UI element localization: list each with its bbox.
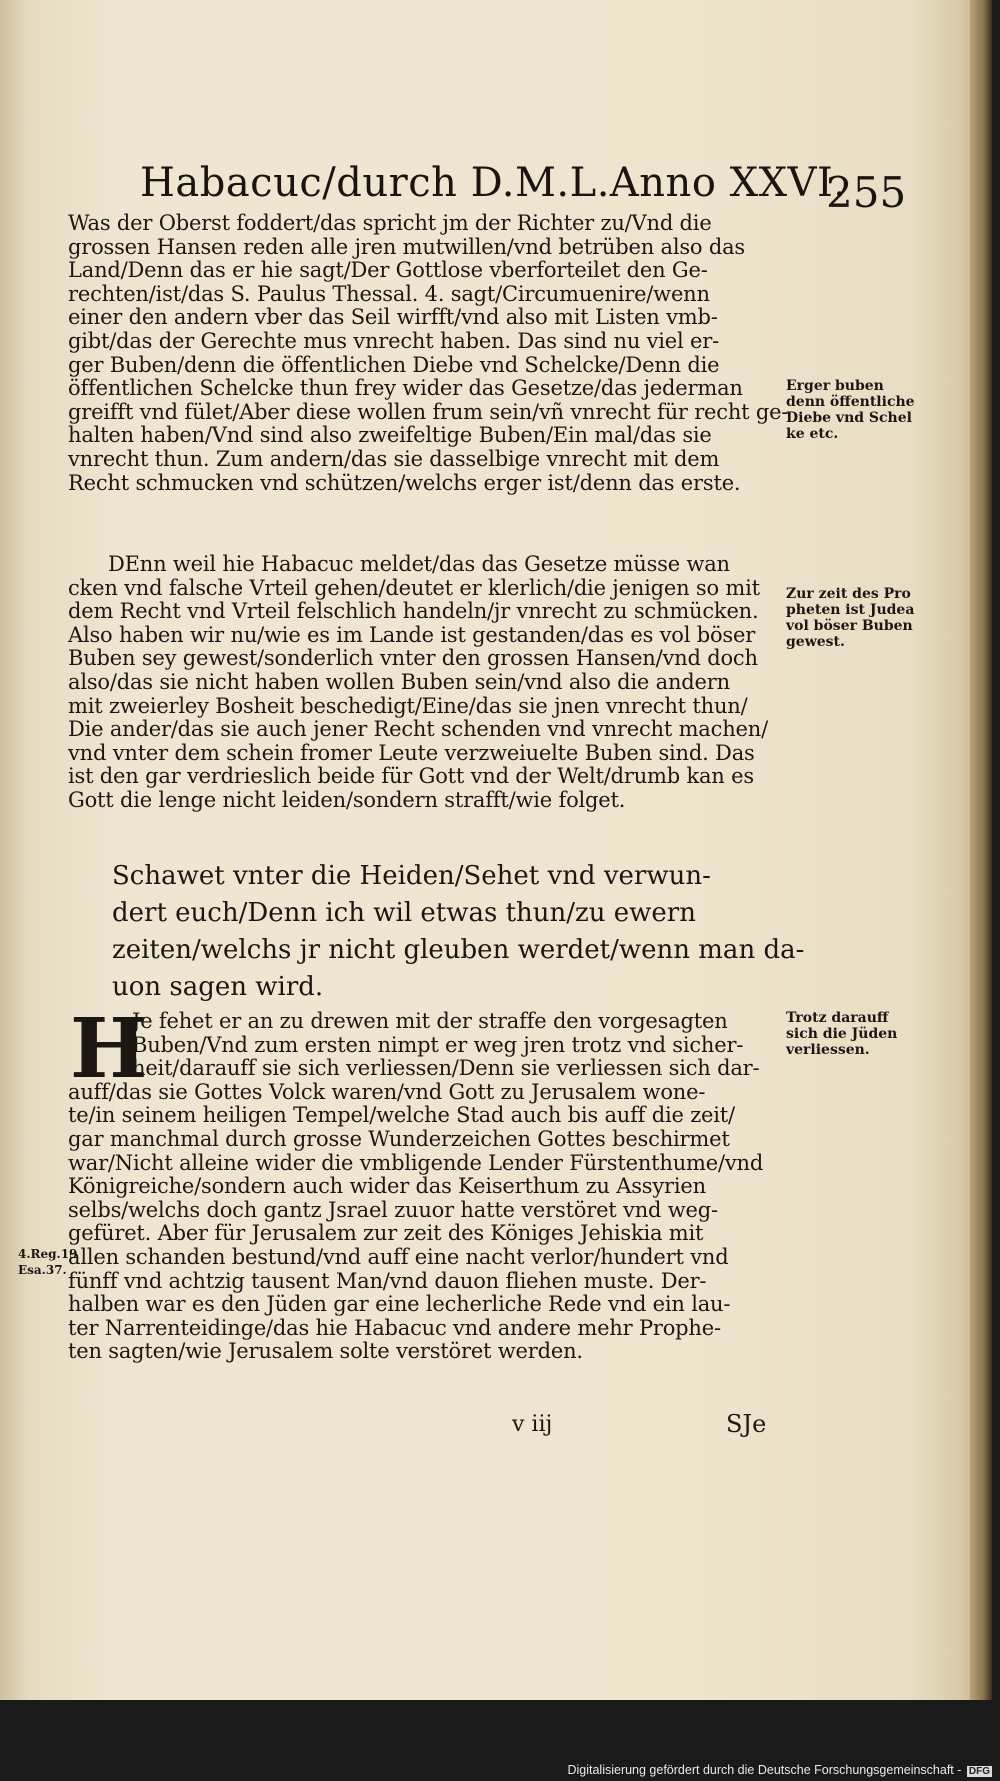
text-line: Recht schmucken vnd schützen/welchs erger ist/denn das erste. [68,470,741,495]
text-line: gewest. [786,634,845,650]
text-line: dem Recht vnd Vrteil felschlich handeln/jr vnrecht zu schmücken. [68,599,759,624]
text-line: Zur zeit des Pro [786,586,911,602]
text-line: halben war es den Jüden gar eine lecherliche Rede vnd ein lau- [68,1292,731,1317]
text-line: ten sagten/wie Jerusalem solte verstöret werden. [68,1339,583,1364]
text-line: Königreiche/sondern auch wider das Keiserthum zu Assyrien [68,1174,706,1199]
text-line: öffentlichen Schelcke thun frey wider das Gesetze/das jederman [68,376,743,401]
text-line: dert euch/Denn ich wil etwas thun/zu ewern [112,898,696,928]
footer-credit: Digitalisierung gefördert durch die Deutsche Forschungsgemeinschaft - [567,1763,962,1777]
text-line: halten haben/Vnd sind also zweifeltige Buben/Ein mal/das sie [68,423,712,448]
text-line: Also haben wir nu/wie es im Lande ist gestanden/das es vol böser [68,622,756,647]
paragraph-2 [68,553,786,813]
digitization-footer [567,1763,992,1777]
text-line: grossen Hansen reden alle jren mutwillen/vnd betrüben also das [68,234,745,259]
margin-note-2 [786,586,914,650]
text-line: Die ander/das sie auch jener Recht schenden vnd vnrecht machen/ [68,717,768,742]
text-line: zeiten/welchs jr nicht gleuben werdet/wenn man da- [112,935,805,965]
text-line: vnd vnter dem schein fromer Leute verzweiuelte Buben sind. Das [68,740,755,765]
text-line: Erger buben [786,378,884,394]
dfg-logo: DFG [968,1766,990,1777]
drop-capital: H [70,1001,148,1097]
text-line: uon sagen wird. [112,972,324,1002]
text-line: vol böser Buben [786,618,913,634]
text-line: Buben sey gewest/sonderlich vnter den grossen Hansen/vnd doch [68,646,758,671]
text-line: fünff vnd achtzig tausent Man/vnd dauon fliehen muste. Der- [68,1268,707,1293]
text-line: Buben/Vnd zum ersten nimpt er weg jren trotz vnd sicher- [132,1032,744,1057]
page-edge [970,0,992,1700]
text-line: ger Buben/denn die öffentlichen Diebe vnd Schelcke/Denn die [68,352,720,377]
running-header: Habacuc/durch D.M.L.Anno XXVI. [140,160,847,206]
text-line: ter Narrenteidinge/das hie Habacuc vnd andere mehr Prophe- [68,1315,721,1340]
text-line: pheten ist Judea [786,602,915,618]
text-line: war/Nicht alleine wider die vmbligende Lender Fürstenthume/vnd [68,1150,764,1175]
catchword: SJe [726,1410,767,1438]
text-line: Schawet vnter die Heiden/Sehet vnd verwun- [112,861,711,891]
text-line: 4.Reg.19 [18,1247,78,1261]
text-line: Was der Oberst foddert/das spricht jm der Richter zu/Vnd die [68,211,712,235]
text-line: Land/Denn das er hie sagt/Der Gottlose vberforteilet den Ge- [68,258,708,283]
text-line: ist den gar verdrieslich beide für Gott vnd der Welt/drumb kan es [68,764,754,789]
margin-note-1 [786,378,915,442]
text-line: gibt/das der Gerechte mus vnrecht haben. Das sind nu viel er- [68,328,719,353]
text-line: vnrecht thun. Zum andern/das sie dasselbige vnrecht mit dem [68,446,720,471]
text-line: gar manchmal durch grosse Wunderzeichen Gottes beschirmet [68,1126,730,1151]
text-line: gefüret. Aber für Jerusalem zur zeit des Königes Jehiskia mit [68,1221,704,1246]
text-line: verliessen. [786,1042,870,1058]
text-line: Gott die lenge nicht leiden/sondern strafft/wie folget. [68,787,626,812]
text-line: allen schanden bestund/vnd auff eine nacht verlor/hundert vnd [68,1244,729,1269]
text-line: einer den andern vber das Seil wirfft/vnd also mit Listen vmb- [68,305,718,330]
text-line: Esa.37. [18,1263,67,1277]
text-line: heit/darauff sie sich verliessen/Denn sie verliessen sich dar- [132,1056,760,1081]
text-line: rechten/ist/das S. Paulus Thessal. 4. sagt/Circumuenire/wenn [68,281,710,306]
margin-note-3 [786,1010,897,1058]
text-line: Diebe vnd Schel [786,410,912,426]
text-line: DEnn weil hie Habacuc meldet/das das Gesetze müsse wan [108,552,730,576]
text-line: te/in seinem heiligen Tempel/welche Stad auch bis auff die zeit/ [68,1103,735,1128]
text-line: also/das sie nicht haben wollen Buben sein/vnd also die andern [68,669,730,694]
inner-margin-reference [18,1246,77,1278]
text-line: Je fehet er an zu drewen mit der straffe den vorgesagten [132,1009,728,1033]
page-number: 255 [826,168,907,217]
scripture-verse [112,858,805,1006]
paragraph-3 [68,1001,786,1364]
text-line: auff/das sie Gottes Volck waren/vnd Gott zu Jerusalem wone- [68,1079,706,1104]
text-line: selbs/welchs doch gantz Jsrael zuuor hatte verstöret vnd weg- [68,1197,718,1222]
text-line: Trotz darauff [786,1010,889,1026]
text-line: denn öffentliche [786,394,915,410]
signature-mark: v iij [512,1412,553,1437]
text-line: cken vnd falsche Vrteil gehen/deutet er klerlich/die jenigen so mit [68,575,760,600]
text-line: greifft vnd fület/Aber diese wollen frum sein/vñ vnrecht für recht ge- [68,399,789,424]
text-line: ke etc. [786,426,839,442]
paragraph-1 [68,211,789,495]
text-line: mit zweierley Bosheit beschedigt/Eine/das sie jnen vnrecht thun/ [68,693,748,718]
text-line: sich die Jüden [786,1026,898,1042]
